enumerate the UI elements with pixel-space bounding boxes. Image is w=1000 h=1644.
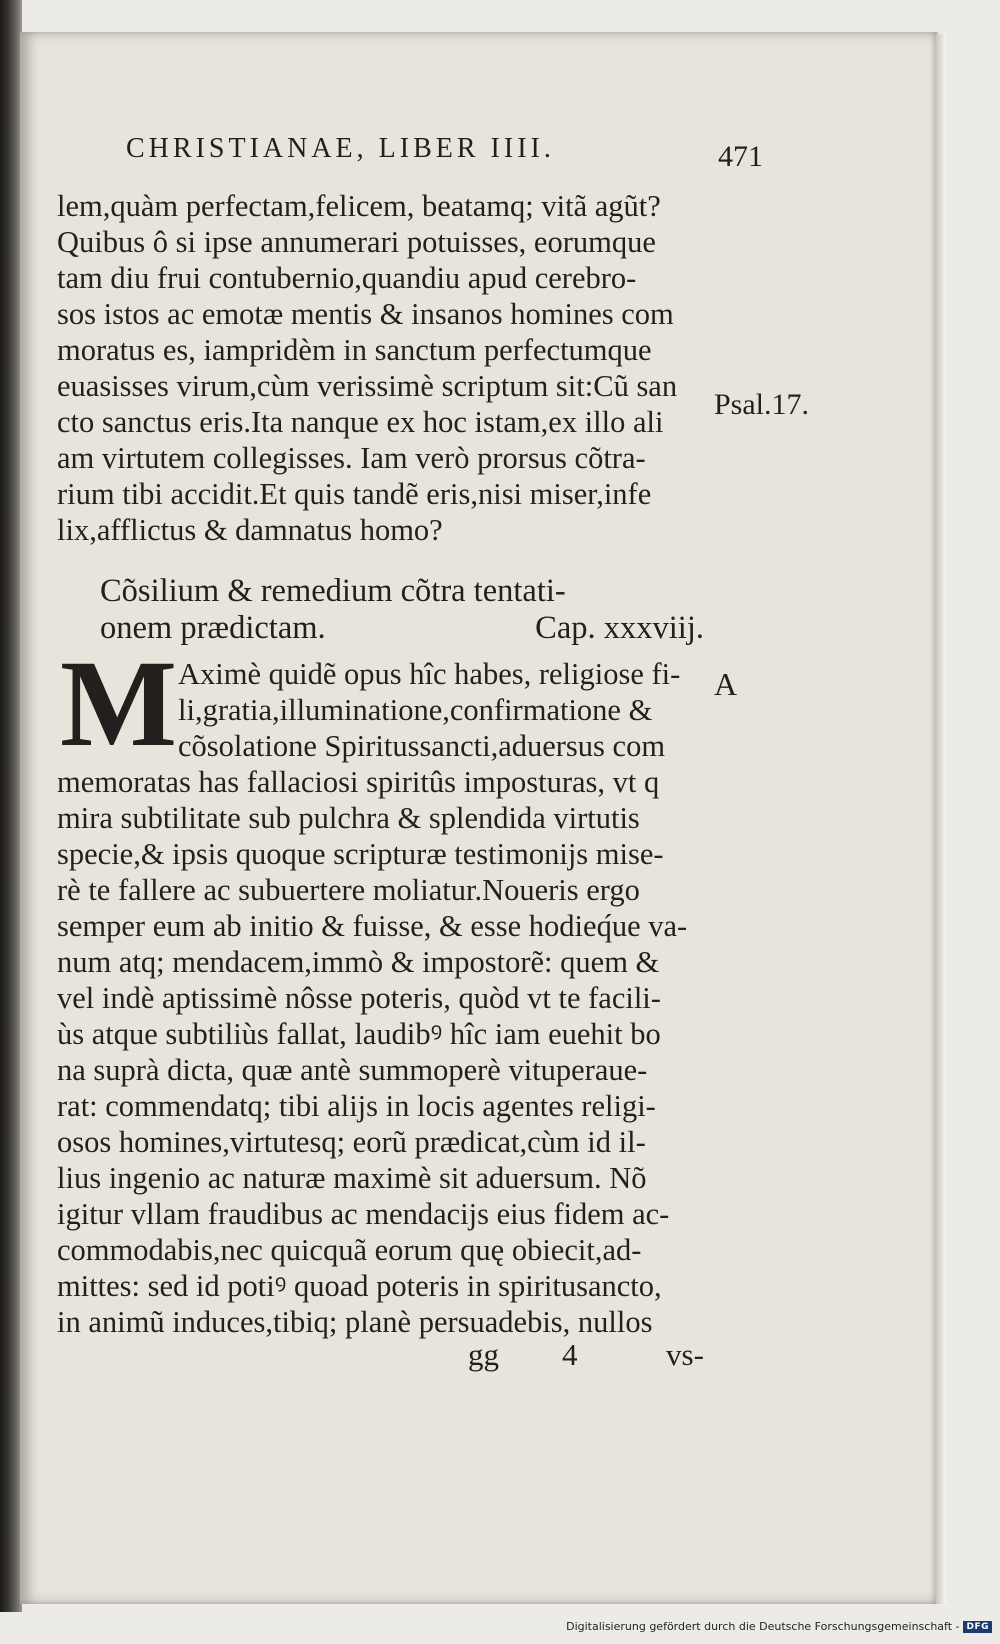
chapter-number: Cap. xxxviij. bbox=[535, 610, 704, 646]
text-line: li,gratia,illuminatione,confirmatione & bbox=[178, 693, 653, 727]
text-line: am virtutem collegisses. Iam verò prorsus cõtra- bbox=[57, 441, 646, 475]
text-line: mittes: sed id potiꝰ quoad poteris in spiritusancto, bbox=[57, 1269, 662, 1303]
text-line: num atq; mendacem,immò & impostorẽ: quem & bbox=[57, 945, 660, 979]
text-line: lix,afflictus & damnatus homo? bbox=[57, 513, 443, 547]
text-line: na suprà dicta, quæ antè summoperè vituperaue- bbox=[57, 1053, 648, 1087]
text-line: osos homines,virtutesq; eorũ prædicat,cùm id il- bbox=[57, 1125, 646, 1159]
paragraph-1 bbox=[57, 188, 717, 548]
text-line: in animũ induces,tibiq; planè persuadebis, nullos bbox=[57, 1305, 653, 1339]
text-line: vel indè aptissimè nôsse poteris, quòd vt te facili- bbox=[57, 981, 661, 1015]
text-line: euasisses virum,cùm verissimè scriptum sit:Cũ san bbox=[57, 369, 678, 403]
text-line: Quibus ô si ipse annumerari potuisses, eorumque bbox=[57, 225, 656, 259]
text-line: cto sanctus eris.Ita nanque ex hoc istam,ex illo ali bbox=[57, 405, 664, 439]
text-line: moratus es, iampridèm in sanctum perfectumque bbox=[57, 333, 652, 367]
text-line: rat: commendatq; tibi alijs in locis agentes religi- bbox=[57, 1089, 656, 1123]
text-line: specie,& ipsis quoque scripturæ testimonijs mise- bbox=[57, 837, 664, 871]
paragraph-2-indented bbox=[178, 656, 708, 764]
text-line: igitur vllam fraudibus ac mendacijs eius fidem ac- bbox=[57, 1197, 670, 1231]
signature-mark: gg bbox=[468, 1337, 499, 1372]
text-line: lius ingenio ac naturæ maximè sit aduersum. Nõ bbox=[57, 1161, 647, 1195]
page-edge bbox=[936, 34, 946, 1604]
page-number: 471 bbox=[718, 140, 763, 173]
text-line: mira subtilitate sub pulchra & splendida virtutis bbox=[57, 801, 640, 835]
text-line: commodabis,nec quicquã eorum quę obiecit,ad- bbox=[57, 1233, 642, 1267]
digitization-credit bbox=[566, 1620, 992, 1633]
book-binding bbox=[0, 0, 22, 1612]
text-line: lem,quàm perfectam,felicem, beatamq; vitã agũt? bbox=[57, 189, 661, 223]
text-line: cõsolatione Spiritussancti,aduersus com bbox=[178, 729, 666, 763]
chapter-heading-line-2 bbox=[100, 610, 704, 647]
text-line: sos istos ac emotæ mentis & insanos homines com bbox=[57, 297, 674, 331]
chapter-heading-line-1: Cõsilium & remedium cõtra tentati- bbox=[100, 573, 566, 609]
text-line: semper eum ab initio & fuisse, & esse hodieq́ue va- bbox=[57, 909, 688, 943]
marginal-section-letter: A bbox=[714, 666, 738, 702]
signature-number: 4 bbox=[562, 1337, 578, 1372]
catchword: vs- bbox=[666, 1337, 704, 1372]
running-head: CHRISTIANAE, LIBER IIII. bbox=[126, 133, 555, 164]
text-line: ùs atque subtiliùs fallat, laudibꝰ hîc iam euehit bo bbox=[57, 1017, 661, 1051]
text-line: rium tibi accidit.Et quis tandẽ eris,nisi miser,infe bbox=[57, 477, 652, 511]
text-line: tam diu frui contubernio,quandiu apud cerebro- bbox=[57, 261, 637, 295]
text-line: memoratas has fallaciosi spiritûs imposturas, vt q bbox=[57, 765, 660, 799]
paragraph-2 bbox=[57, 764, 717, 1340]
text-line: rè te fallere ac subuertere moliatur.Noueris ergo bbox=[57, 873, 640, 907]
text-line: Aximè quidẽ opus hîc habes, religiose fi- bbox=[178, 657, 681, 691]
marginal-psalm-reference: Psal.17. bbox=[714, 388, 810, 421]
credit-text: Digitalisierung gefördert durch die Deutsche Forschungsgemeinschaft - bbox=[566, 1620, 960, 1633]
chapter-heading-text: onem prædictam. bbox=[100, 610, 326, 646]
drop-cap: M bbox=[60, 635, 178, 772]
dfg-logo: DFG bbox=[963, 1621, 992, 1633]
